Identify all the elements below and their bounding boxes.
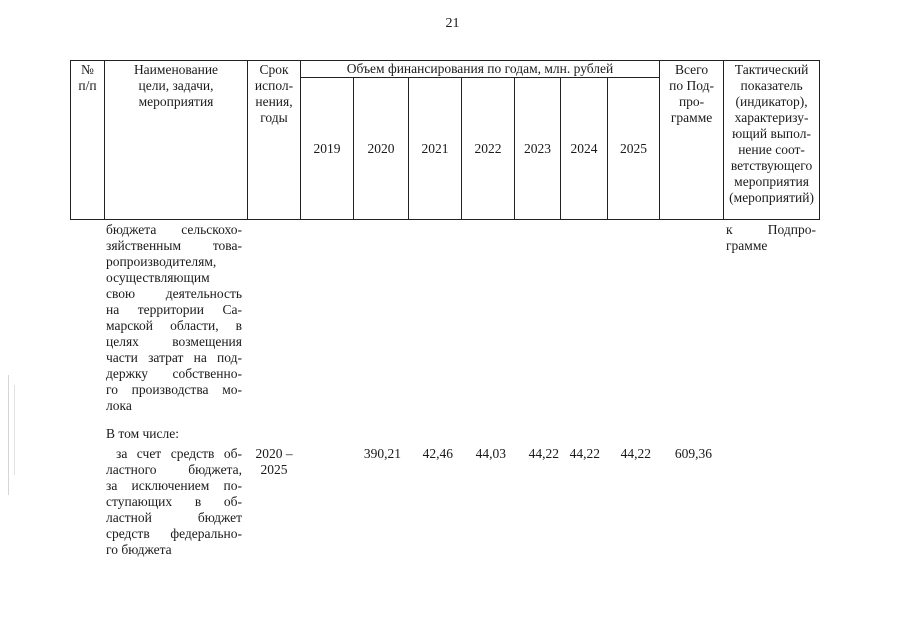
sub-item-name: за счет средств об- ластного бюджета, за исключением по- ступающих в об- ластной бюджет средств федерально- го бюджета — [106, 446, 242, 557]
header-total: Всего по Под- про- грамме — [660, 61, 724, 220]
header-year-2019: 2019 — [301, 78, 354, 220]
scan-artifact — [14, 385, 15, 475]
page-number: 21 — [445, 16, 460, 31]
value-total: 609,36 — [674, 446, 712, 461]
header-year-2025: 2025 — [608, 78, 660, 220]
header-year-2021: 2021 — [409, 78, 462, 220]
sub-item-period: 2020 – 2025 — [255, 446, 293, 477]
header-name: Наименование цели, задачи, мероприятия — [105, 61, 248, 220]
header-year-2020: 2020 — [354, 78, 409, 220]
value-2024: 44,22 — [569, 446, 600, 461]
value-2022: 44,03 — [475, 446, 506, 461]
table-body — [0, 220, 905, 632]
header-tactical-indicator: Тактический показатель (индикатор), характеризу- ющий выпол- нение соот- ветствующего мероприятия (мероприятий) — [724, 61, 820, 220]
main-item-name: бюджета сельскохо- зяйственным това- ропроизводителям, осуществляющим свою деятельность на территории Са- марской области, в целях возмещения части затрат на под- держку собственно- го производства мо- лока — [106, 222, 242, 413]
value-2020: 390,21 — [363, 446, 401, 461]
value-2023: 44,22 — [528, 446, 559, 461]
header-year-2022: 2022 — [462, 78, 515, 220]
header-financing-group: Объем финансирования по годам, млн. рублей — [301, 61, 660, 78]
value-2025: 44,22 — [620, 446, 651, 461]
value-2021: 42,46 — [422, 446, 453, 461]
header-year-2024: 2024 — [561, 78, 608, 220]
header-year-2023: 2023 — [515, 78, 561, 220]
financing-table-header — [70, 60, 820, 220]
main-item-tactical-indicator: к Подпро- грамме — [726, 222, 816, 253]
scan-artifact — [8, 375, 9, 495]
including-label: В том числе: — [106, 426, 179, 441]
header-number: № п/п — [71, 61, 105, 220]
header-period: Срок испол- нения, годы — [248, 61, 301, 220]
